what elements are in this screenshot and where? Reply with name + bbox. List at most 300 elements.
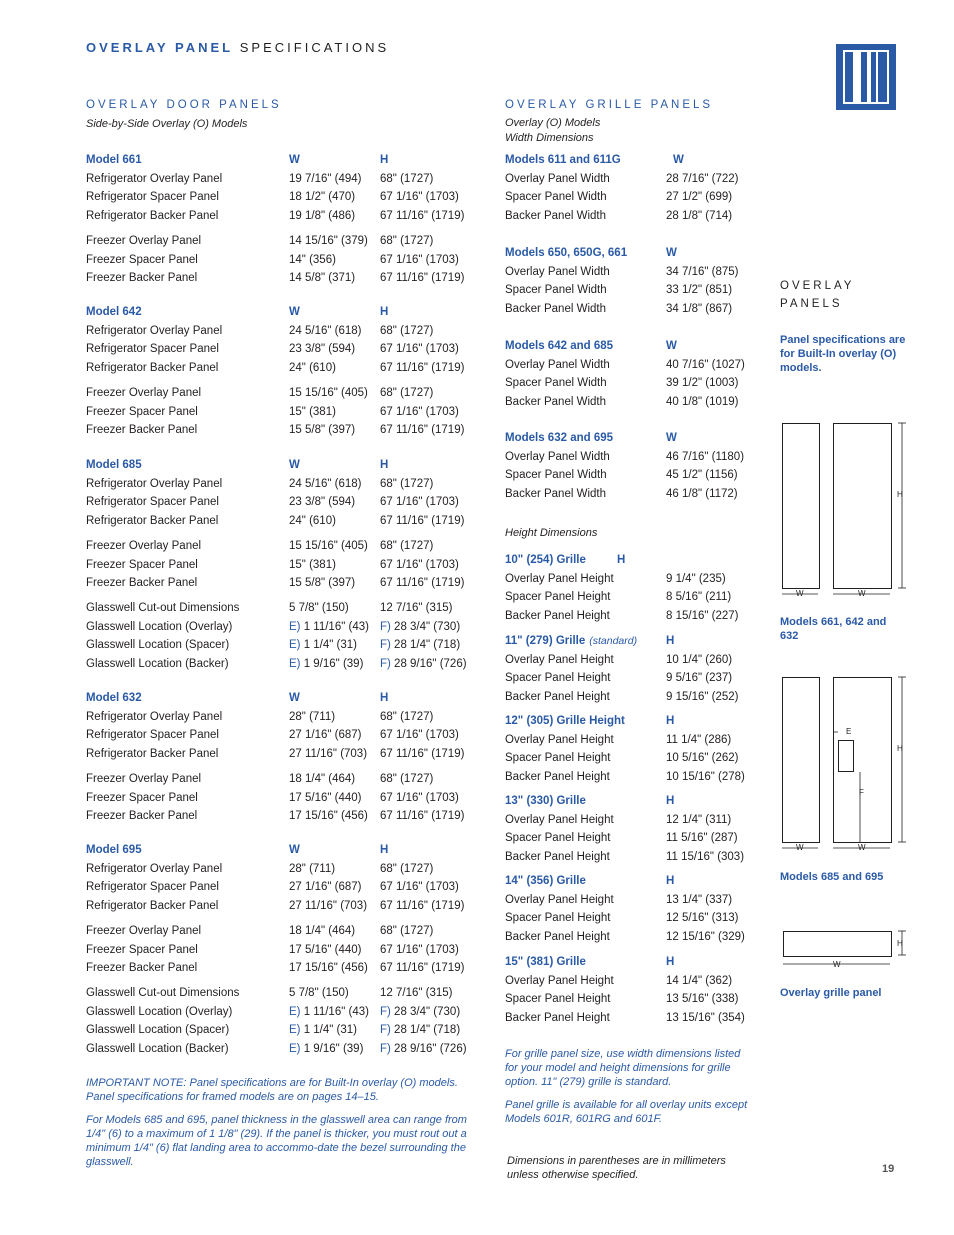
row-label: Freezer Backer Panel xyxy=(86,962,198,975)
door-table-row xyxy=(86,1003,486,1021)
grille-width-row xyxy=(505,356,755,374)
door-table-row xyxy=(86,207,486,225)
row-width: 15 15/16" (405) xyxy=(289,386,368,399)
row-height: 67 1/16" (1703) xyxy=(380,558,459,571)
grille-height-row xyxy=(505,669,755,687)
door-table-row xyxy=(86,1040,486,1058)
door-group-header: Model 661 W H xyxy=(86,151,486,169)
grille-width-header: Models 642 and 685 W xyxy=(505,337,755,355)
grille-col-h: H xyxy=(666,635,675,647)
dim-w-1: W xyxy=(796,589,804,598)
grille-height-row xyxy=(505,928,755,946)
row-width: E) 1 9/16" (39) xyxy=(289,1043,364,1055)
dim-h-3: H xyxy=(897,939,903,948)
grille-col-w: W xyxy=(673,154,684,166)
grille-height-title: 11" (279) Grille xyxy=(505,635,586,647)
row-height: F) 28 3/4" (730) xyxy=(380,1005,461,1018)
grille-height-header xyxy=(505,953,755,971)
row-height: 68" (1727) xyxy=(380,172,434,185)
row-value: 13 5/16" (338) xyxy=(666,993,739,1006)
row-width: 15" (381) xyxy=(289,558,336,571)
row-label: Glasswell Location (Overlay) xyxy=(86,620,233,633)
grille-col-h: H xyxy=(666,956,675,968)
row-height: F) 28 3/4" (730) xyxy=(380,620,461,633)
row-height: 67 11/16" (1719) xyxy=(380,900,465,913)
grille-width-header: Models 650, 650G, 661 W xyxy=(505,244,755,262)
row-value: 33 1/2" (851) xyxy=(666,284,733,297)
door-table-row xyxy=(86,574,486,592)
door-table-row xyxy=(86,745,486,763)
grille-height-row xyxy=(505,688,755,706)
row-height: 67 1/16" (1703) xyxy=(380,881,459,894)
row-height: 68" (1727) xyxy=(380,539,434,552)
grille-width-row xyxy=(505,188,755,206)
grille-height-header xyxy=(505,872,755,890)
row-label: Glasswell Cut-out Dimensions xyxy=(86,986,240,999)
door-col-w: W xyxy=(289,844,300,856)
door-table-row xyxy=(86,655,486,673)
caption-grille-panel: Overlay grille panel xyxy=(780,987,882,999)
door-table-row xyxy=(86,512,486,530)
row-label: Overlay Panel Height xyxy=(505,572,614,585)
row-label: Refrigerator Backer Panel xyxy=(86,900,219,913)
grille-height-row xyxy=(505,749,755,767)
door-col-h: H xyxy=(380,154,389,166)
row-label: Backer Panel Height xyxy=(505,610,610,623)
row-width: 28" (711) xyxy=(289,862,336,875)
row-label: Backer Panel Width xyxy=(505,210,606,223)
row-value: 40 7/16" (1027) xyxy=(666,358,745,371)
row-width: 15 5/8" (397) xyxy=(289,577,356,590)
dim-f: F xyxy=(859,788,864,797)
row-width: 24 5/16" (618) xyxy=(289,477,362,490)
row-label: Freezer Overlay Panel xyxy=(86,386,202,399)
grille-width-row xyxy=(505,466,755,484)
row-label: Spacer Panel Width xyxy=(505,469,607,482)
grille-height-title: 10" (254) Grille xyxy=(505,554,586,566)
dimensions-footnote: Dimensions in parentheses are in millimeters unless otherwise specified. xyxy=(507,1155,726,1181)
grille-height-row xyxy=(505,651,755,669)
row-label: Freezer Backer Panel xyxy=(86,424,198,437)
grille-size-note: For grille panel size, use width dimensions listed for your model and height dimensions for grille option. 11" (279) grille is standard. xyxy=(505,1048,741,1088)
row-label: Overlay Panel Width xyxy=(505,358,610,371)
door-table-row xyxy=(86,959,486,977)
row-label: Refrigerator Overlay Panel xyxy=(86,862,223,875)
dim-w-2: W xyxy=(858,589,866,598)
row-label: Glasswell Location (Spacer) xyxy=(86,639,230,652)
row-label: Freezer Overlay Panel xyxy=(86,772,202,785)
grille-width-row xyxy=(505,448,755,466)
row-height: 68" (1727) xyxy=(380,710,434,723)
door-table-row xyxy=(86,340,486,358)
door-table-row xyxy=(86,403,486,421)
row-height: F) 28 9/16" (726) xyxy=(380,658,467,670)
row-label: Refrigerator Overlay Panel xyxy=(86,477,223,490)
row-height: 67 11/16" (1719) xyxy=(380,424,465,437)
row-value: 46 1/8" (1172) xyxy=(666,488,738,501)
row-height: 67 1/16" (1703) xyxy=(380,729,459,742)
grille-subheading: Overlay (O) Models xyxy=(505,117,601,129)
grille-width-header: Models 632 and 695 W xyxy=(505,429,755,447)
row-value: 11 1/4" (286) xyxy=(666,733,732,746)
caption-models-685-695: Models 685 and 695 xyxy=(780,871,884,883)
row-value: 12 1/4" (311) xyxy=(666,813,732,826)
grille-width-row xyxy=(505,281,755,299)
overlay-panel-icon xyxy=(836,44,896,110)
grille-col-w: W xyxy=(666,247,677,259)
grille-height-row xyxy=(505,811,755,829)
row-width: 17 5/16" (440) xyxy=(289,791,362,804)
grille-height-label: Height Dimensions xyxy=(505,527,598,539)
row-label: Spacer Panel Height xyxy=(505,752,611,765)
row-label: Freezer Overlay Panel xyxy=(86,234,202,247)
door-group-header: Model 642 W H xyxy=(86,303,486,321)
door-table-row xyxy=(86,269,486,287)
door-table-row xyxy=(86,897,486,915)
door-col-w: W xyxy=(289,154,300,166)
door-table-row xyxy=(86,618,486,636)
row-label: Overlay Panel Height xyxy=(505,893,614,906)
row-value: 13 1/4" (337) xyxy=(666,893,733,906)
row-height: 67 11/16" (1719) xyxy=(380,810,465,823)
dim-h-2: H xyxy=(897,744,903,753)
grille-height-header xyxy=(505,792,755,810)
door-table-row xyxy=(86,984,486,1002)
row-label: Glasswell Location (Backer) xyxy=(86,658,229,670)
row-value: 46 7/16" (1180) xyxy=(666,450,745,463)
row-width: 18 1/4" (464) xyxy=(289,772,356,785)
door-table-row xyxy=(86,941,486,959)
row-label: Overlay Panel Height xyxy=(505,733,614,746)
door-col-w: W xyxy=(289,692,300,704)
door-table-row xyxy=(86,599,486,617)
sidebar-heading-1: OVERLAY xyxy=(780,280,855,292)
door-table-row xyxy=(86,556,486,574)
row-value: 11 15/16" (303) xyxy=(666,851,745,864)
row-height: 67 11/16" (1719) xyxy=(380,362,465,375)
grille-width-row xyxy=(505,170,755,188)
row-width: 19 7/16" (494) xyxy=(289,172,362,185)
grille-height-title: 15" (381) Grille xyxy=(505,956,586,968)
row-label: Spacer Panel Height xyxy=(505,912,611,925)
door-table-row xyxy=(86,232,486,250)
grille-height-title: 12" (305) Grille Height xyxy=(505,715,625,727)
grille-width-row xyxy=(505,300,755,318)
row-height: F) 28 9/16" (726) xyxy=(380,1043,467,1055)
row-label: Spacer Panel Width xyxy=(505,284,607,297)
row-label: Refrigerator Backer Panel xyxy=(86,748,219,761)
row-width: E) 1 1/4" (31) xyxy=(289,1024,358,1037)
row-width: 23 3/8" (594) xyxy=(289,496,356,509)
row-height: 67 11/16" (1719) xyxy=(380,962,465,975)
row-value: 28 7/16" (722) xyxy=(666,172,739,185)
row-label: Spacer Panel Height xyxy=(505,672,611,685)
grille-availability-note: Panel grille is available for all overlay units except Models 601R, 601RG and 601F. xyxy=(505,1099,748,1125)
door-col-h: H xyxy=(380,459,389,471)
grille-width-row xyxy=(505,485,755,503)
row-label: Refrigerator Backer Panel xyxy=(86,362,219,375)
grille-col-h: H xyxy=(666,795,675,807)
row-label: Refrigerator Overlay Panel xyxy=(86,324,223,337)
row-value: 11 5/16" (287) xyxy=(666,832,738,845)
grille-height-title: 14" (356) Grille xyxy=(505,875,586,887)
row-width: 5 7/8" (150) xyxy=(289,601,349,614)
row-height: 68" (1727) xyxy=(380,234,434,247)
page-number: 19 xyxy=(882,1163,895,1175)
row-width: 19 1/8" (486) xyxy=(289,210,356,223)
grille-height-title: 13" (330) Grille xyxy=(505,795,586,807)
row-value: 9 5/16" (237) xyxy=(666,672,733,685)
row-label: Refrigerator Spacer Panel xyxy=(86,496,219,509)
row-value: 9 1/4" (235) xyxy=(666,572,726,585)
row-value: 45 1/2" (1156) xyxy=(666,469,738,482)
grille-width-label: Width Dimensions xyxy=(505,132,594,144)
door-col-h: H xyxy=(380,844,389,856)
door-table-row xyxy=(86,789,486,807)
row-label: Overlay Panel Width xyxy=(505,265,610,278)
row-value: 12 5/16" (313) xyxy=(666,912,739,925)
row-value: 10 15/16" (278) xyxy=(666,771,745,784)
grille-width-row xyxy=(505,263,755,281)
row-label: Backer Panel Width xyxy=(505,396,606,409)
door-table-row xyxy=(86,359,486,377)
door-table-row xyxy=(86,922,486,940)
row-label: Spacer Panel Height xyxy=(505,591,611,604)
row-label: Backer Panel Height xyxy=(505,851,610,864)
door-col-w: W xyxy=(289,306,300,318)
door-table-row xyxy=(86,860,486,878)
row-value: 34 7/16" (875) xyxy=(666,265,739,278)
row-label: Overlay Panel Height xyxy=(505,974,614,987)
row-width: 15 15/16" (405) xyxy=(289,539,368,552)
page-title-bold: OVERLAY PANEL xyxy=(86,40,234,55)
dim-e: E xyxy=(846,727,852,736)
door-table-row xyxy=(86,726,486,744)
caption-models-661-642-632: Models 661, 642 and 632 xyxy=(780,616,887,642)
row-label: Spacer Panel Height xyxy=(505,832,611,845)
grille-col-w: W xyxy=(666,340,677,352)
row-height: 67 1/16" (1703) xyxy=(380,191,459,204)
row-width: 24" (610) xyxy=(289,362,336,375)
door-table-row xyxy=(86,636,486,654)
row-value: 13 15/16" (354) xyxy=(666,1012,745,1025)
row-label: Refrigerator Backer Panel xyxy=(86,210,219,223)
row-label: Glasswell Location (Backer) xyxy=(86,1043,229,1055)
row-height: 12 7/16" (315) xyxy=(380,601,453,614)
row-value: 34 1/8" (867) xyxy=(666,303,733,316)
door-table-row xyxy=(86,708,486,726)
row-label: Backer Panel Height xyxy=(505,1012,610,1025)
row-label: Spacer Panel Height xyxy=(505,993,611,1006)
important-note: IMPORTANT NOTE: Panel specifications are for Built-In overlay (O) models. Panel specifications for framed models are on pages 14–15. xyxy=(86,1077,458,1103)
row-height: 67 11/16" (1719) xyxy=(380,577,465,590)
row-label: Spacer Panel Width xyxy=(505,191,607,204)
row-label: Glasswell Location (Spacer) xyxy=(86,1024,230,1037)
row-width: 27 1/16" (687) xyxy=(289,729,362,742)
row-value: 8 5/16" (211) xyxy=(666,591,732,604)
door-table-row xyxy=(86,188,486,206)
grille-height-row xyxy=(505,588,755,606)
row-label: Overlay Panel Width xyxy=(505,172,610,185)
row-width: 17 5/16" (440) xyxy=(289,943,362,956)
door-table-row xyxy=(86,878,486,896)
grille-width-row xyxy=(505,393,755,411)
row-label: Freezer Spacer Panel xyxy=(86,253,198,266)
row-label: Refrigerator Overlay Panel xyxy=(86,710,223,723)
grille-col-w: W xyxy=(666,432,677,444)
row-height: 67 1/16" (1703) xyxy=(380,405,459,418)
row-height: 68" (1727) xyxy=(380,477,434,490)
grille-width-row xyxy=(505,374,755,392)
row-width: E) 1 9/16" (39) xyxy=(289,658,364,670)
row-width: 18 1/2" (470) xyxy=(289,191,356,204)
row-label: Backer Panel Height xyxy=(505,691,610,704)
row-value: 9 15/16" (252) xyxy=(666,691,739,704)
grille-height-row xyxy=(505,731,755,749)
row-height: 67 11/16" (1719) xyxy=(380,272,465,285)
door-table-row xyxy=(86,1021,486,1039)
page-title xyxy=(86,40,389,55)
row-value: 8 15/16" (227) xyxy=(666,610,739,623)
row-height: 67 1/16" (1703) xyxy=(380,791,459,804)
row-value: 10 5/16" (262) xyxy=(666,752,739,765)
door-table-row xyxy=(86,170,486,188)
row-value: 14 1/4" (362) xyxy=(666,974,733,987)
row-label: Overlay Panel Height xyxy=(505,813,614,826)
door-table-row xyxy=(86,770,486,788)
grille-col-h: H xyxy=(666,875,675,887)
door-panels-heading: OVERLAY DOOR PANELS xyxy=(86,99,282,111)
row-label: Backer Panel Width xyxy=(505,303,606,316)
row-width: 17 15/16" (456) xyxy=(289,810,368,823)
grille-col-h: H xyxy=(617,554,626,566)
row-value: 40 1/8" (1019) xyxy=(666,396,739,409)
row-label: Refrigerator Spacer Panel xyxy=(86,881,219,894)
grille-height-row xyxy=(505,891,755,909)
dim-h-1: H xyxy=(897,490,903,499)
grille-height-row xyxy=(505,1009,755,1027)
door-panels-subheading: Side-by-Side Overlay (O) Models xyxy=(86,118,248,130)
row-label: Backer Panel Height xyxy=(505,931,610,944)
row-height: 68" (1727) xyxy=(380,324,434,337)
row-width: 27 1/16" (687) xyxy=(289,881,362,894)
grille-width-header: Models 611 and 611G W xyxy=(505,151,755,169)
row-width: 14 15/16" (379) xyxy=(289,234,368,247)
row-width: 5 7/8" (150) xyxy=(289,986,349,999)
row-label: Refrigerator Spacer Panel xyxy=(86,191,219,204)
row-label: Overlay Panel Width xyxy=(505,450,610,463)
row-width: 27 11/16" (703) xyxy=(289,748,368,761)
page-title-rest: SPECIFICATIONS xyxy=(239,40,390,55)
grille-standard-tag: (standard) xyxy=(589,635,638,647)
row-height: F) 28 1/4" (718) xyxy=(380,1024,461,1037)
row-width: E) 1 11/16" (43) xyxy=(289,1005,369,1018)
row-height: 67 1/16" (1703) xyxy=(380,253,459,266)
row-value: 39 1/2" (1003) xyxy=(666,377,739,390)
grille-col-h: H xyxy=(666,715,675,727)
row-label: Glasswell Cut-out Dimensions xyxy=(86,601,240,614)
door-table-row xyxy=(86,421,486,439)
row-height: 67 1/16" (1703) xyxy=(380,496,459,509)
row-height: 67 1/16" (1703) xyxy=(380,343,459,356)
row-width: 14 5/8" (371) xyxy=(289,272,356,285)
door-table-row xyxy=(86,537,486,555)
row-height: 68" (1727) xyxy=(380,386,434,399)
row-height: 68" (1727) xyxy=(380,862,434,875)
grille-height-row xyxy=(505,768,755,786)
row-height: 67 11/16" (1719) xyxy=(380,748,465,761)
row-width: 24 5/16" (618) xyxy=(289,324,362,337)
grille-height-header xyxy=(505,551,755,569)
row-width: E) 1 1/4" (31) xyxy=(289,639,358,652)
dim-w-3: W xyxy=(796,843,804,852)
door-col-w: W xyxy=(289,459,300,471)
door-col-h: H xyxy=(380,306,389,318)
row-width: 15 5/8" (397) xyxy=(289,424,356,437)
row-label: Refrigerator Spacer Panel xyxy=(86,343,219,356)
grille-height-row xyxy=(505,909,755,927)
row-label: Freezer Backer Panel xyxy=(86,272,198,285)
row-width: 18 1/4" (464) xyxy=(289,924,356,937)
door-table-row xyxy=(86,807,486,825)
grille-height-row xyxy=(505,972,755,990)
row-height: 12 7/16" (315) xyxy=(380,986,453,999)
grille-width-row xyxy=(505,207,755,225)
row-height: 68" (1727) xyxy=(380,772,434,785)
dim-w-5: W xyxy=(833,960,841,969)
grille-height-row xyxy=(505,848,755,866)
row-height: 67 11/16" (1719) xyxy=(380,210,465,223)
door-group-header: Model 632 W H xyxy=(86,689,486,707)
row-label: Refrigerator Backer Panel xyxy=(86,515,219,528)
row-label: Freezer Spacer Panel xyxy=(86,558,198,571)
row-width: 24" (610) xyxy=(289,515,336,528)
row-label: Backer Panel Width xyxy=(505,488,606,501)
grille-height-row xyxy=(505,607,755,625)
door-group-header: Model 685 W H xyxy=(86,456,486,474)
row-label: Overlay Panel Height xyxy=(505,653,614,666)
door-col-h: H xyxy=(380,692,389,704)
row-label: Glasswell Location (Overlay) xyxy=(86,1005,233,1018)
dim-w-4: W xyxy=(858,843,866,852)
row-label: Freezer Overlay Panel xyxy=(86,539,202,552)
row-label: Freezer Overlay Panel xyxy=(86,924,202,937)
row-height: 67 11/16" (1719) xyxy=(380,515,465,528)
sidebar-heading-2: PANELS xyxy=(780,298,843,310)
row-width: E) 1 11/16" (43) xyxy=(289,620,369,633)
row-width: 15" (381) xyxy=(289,405,336,418)
grille-height-header xyxy=(505,712,755,730)
sidebar-note: Panel specifications are for Built-In overlay (O) models. xyxy=(780,334,906,374)
row-label: Freezer Backer Panel xyxy=(86,577,198,590)
row-label: Freezer Spacer Panel xyxy=(86,405,198,418)
row-value: 27 1/2" (699) xyxy=(666,191,733,204)
row-value: 12 15/16" (329) xyxy=(666,931,745,944)
row-value: 10 1/4" (260) xyxy=(666,653,733,666)
door-table-row xyxy=(86,322,486,340)
glasswell-note: For Models 685 and 695, panel thickness in the glasswell area can range from 1/4" (6) to a maximum of 1 1/8" (29). If the panel is thicker, you must rout out a minimum 1/4" (6) flat landing area to accommo-date the bezel surrounding the glasswell. xyxy=(86,1114,467,1168)
grille-height-row xyxy=(505,990,755,1008)
row-label: Refrigerator Overlay Panel xyxy=(86,172,223,185)
door-table-row xyxy=(86,251,486,269)
row-width: 17 15/16" (456) xyxy=(289,962,368,975)
grille-height-row xyxy=(505,829,755,847)
row-label: Spacer Panel Width xyxy=(505,377,607,390)
grille-height-header xyxy=(505,632,755,650)
row-height: 68" (1727) xyxy=(380,924,434,937)
row-label: Refrigerator Spacer Panel xyxy=(86,729,219,742)
row-label: Freezer Spacer Panel xyxy=(86,943,198,956)
